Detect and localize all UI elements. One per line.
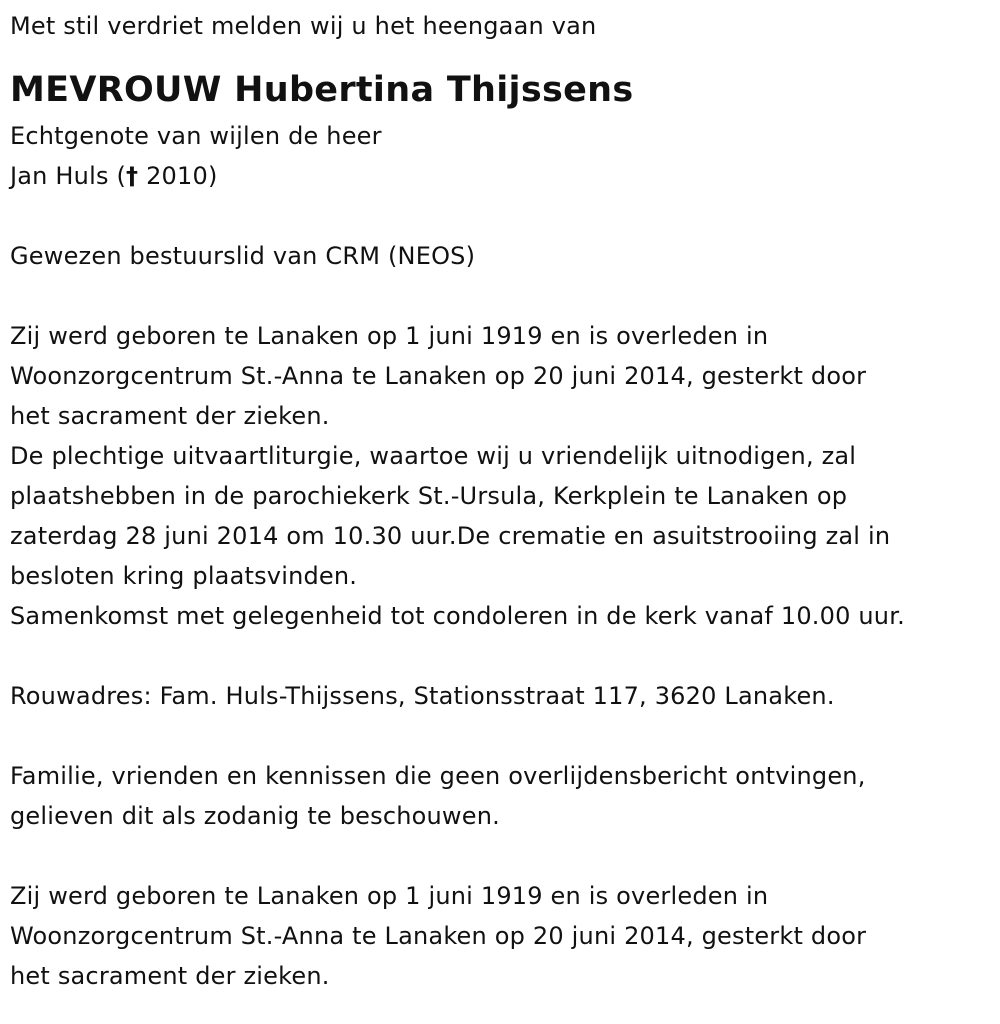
birth-death-line: het sacrament der zieken. [10, 402, 330, 430]
cross-icon: † [126, 162, 139, 190]
funeral-line: De plechtige uitvaartliturgie, waartoe wij u vriendelijk uitnodigen, zal [10, 442, 857, 470]
obituary-notice [10, 6, 995, 996]
funeral-line: plaatshebben in de parochiekerk St.-Ursula, Kerkplein te Lanaken op [10, 482, 848, 510]
spacer [10, 196, 995, 236]
birth-death-repeat-line: het sacrament der zieken. [10, 962, 330, 990]
spouse-line: Echtgenote van wijlen de heer [10, 122, 382, 150]
intro-text: Met stil verdriet melden wij u het heengaan van [10, 12, 597, 40]
spouse-name: Jan Huls ( [10, 162, 127, 190]
birth-death-line: Woonzorgcentrum St.-Anna te Lanaken op 20 juni 2014, gesterkt door [10, 362, 867, 390]
deceased-name: MEVROUW Hubertina Thijssens [10, 70, 634, 110]
spouse-name-line [10, 156, 995, 196]
family-note-line: gelieven dit als zodanig te beschouwen. [10, 802, 500, 830]
birth-death-repeat-line: Zij werd geboren te Lanaken op 1 juni 1919 en is overleden in [10, 882, 769, 910]
spacer [10, 836, 995, 876]
funeral-line: besloten kring plaatsvinden. [10, 562, 358, 590]
funeral-line: zaterdag 28 juni 2014 om 10.30 uur.De crematie en asuitstrooiing zal in [10, 522, 891, 550]
birth-death-repeat-line: Woonzorgcentrum St.-Anna te Lanaken op 20 juni 2014, gesterkt door [10, 922, 867, 950]
spouse-death-year: 2010) [138, 162, 218, 190]
condolence-line: Samenkomst met gelegenheid tot condoleren in de kerk vanaf 10.00 uur. [10, 602, 905, 630]
family-note-line: Familie, vrienden en kennissen die geen overlijdensbericht ontvingen, [10, 762, 866, 790]
birth-death-line: Zij werd geboren te Lanaken op 1 juni 1919 en is overleden in [10, 322, 769, 350]
former-role: Gewezen bestuurslid van CRM (NEOS) [10, 242, 476, 270]
spacer [10, 636, 995, 676]
mourning-address: Rouwadres: Fam. Huls-Thijssens, Stationsstraat 117, 3620 Lanaken. [10, 682, 835, 710]
spacer [10, 716, 995, 756]
spacer [10, 276, 995, 316]
